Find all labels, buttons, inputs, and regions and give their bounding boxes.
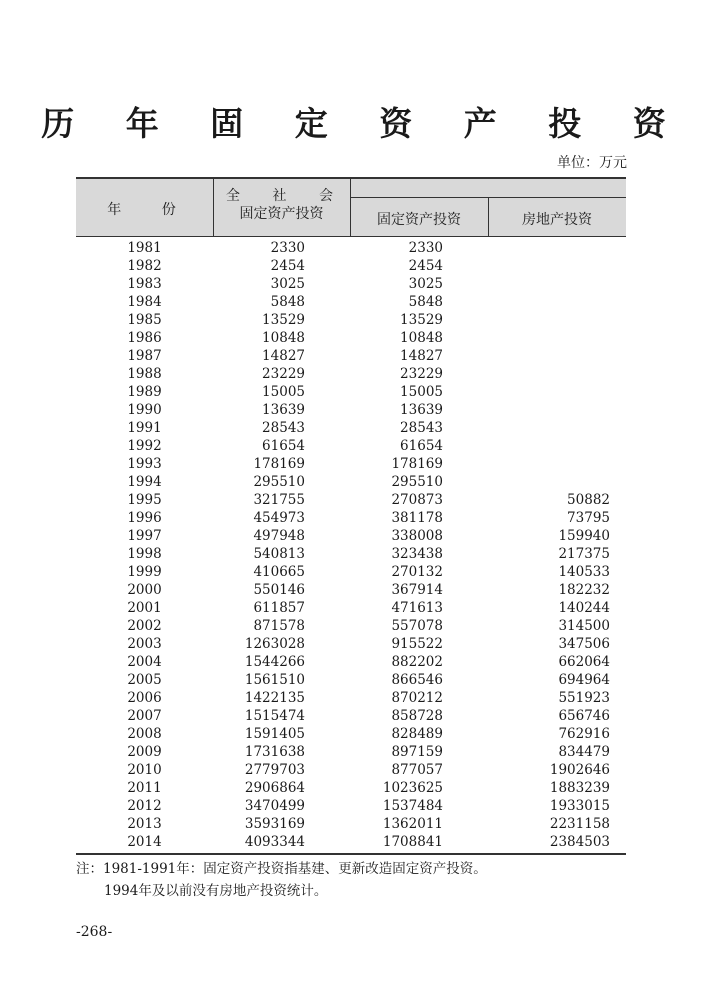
cell-year: 1990 — [127, 402, 162, 418]
cell-realty: 50882 — [567, 492, 610, 508]
table-row — [76, 689, 626, 707]
cell-year: 2001 — [127, 600, 162, 616]
cell-fixed: 338008 — [391, 528, 443, 544]
cell-fixed: 295510 — [391, 474, 443, 490]
cell-year: 1992 — [127, 438, 162, 454]
cell-total: 2454 — [270, 258, 305, 274]
cell-total: 321755 — [253, 492, 305, 508]
table-row — [76, 419, 626, 437]
cell-year: 2010 — [127, 762, 162, 778]
cell-fixed: 14827 — [400, 348, 443, 364]
cell-year: 2005 — [127, 672, 162, 688]
table-row — [76, 743, 626, 761]
cell-realty: 159940 — [558, 528, 610, 544]
cell-fixed: 870212 — [391, 690, 443, 706]
cell-fixed: 471613 — [391, 600, 443, 616]
table-row — [76, 311, 626, 329]
table-row — [76, 365, 626, 383]
cell-year: 1989 — [127, 384, 162, 400]
cell-total: 13639 — [262, 402, 305, 418]
table-row — [76, 653, 626, 671]
cell-year: 1981 — [127, 240, 162, 256]
cell-fixed: 270132 — [391, 564, 443, 580]
cell-total: 1731638 — [244, 744, 305, 760]
table-row — [76, 707, 626, 725]
header-realty: 房地产投资 — [522, 212, 592, 228]
table-row — [76, 329, 626, 347]
cell-total: 871578 — [253, 618, 305, 634]
header-total-line2: 固定资产投资 — [239, 206, 324, 222]
cell-realty: 182232 — [558, 582, 610, 598]
table-row — [76, 635, 626, 653]
table-row — [76, 617, 626, 635]
cell-total: 2330 — [270, 240, 305, 256]
header-total — [213, 187, 350, 223]
cell-fixed: 915522 — [391, 636, 443, 652]
cell-fixed: 381178 — [391, 510, 443, 526]
table-row — [76, 671, 626, 689]
cell-realty: 73795 — [567, 510, 610, 526]
page-title: 历 年 固 定 资 产 投 资 — [41, 104, 686, 143]
cell-fixed: 858728 — [391, 708, 443, 724]
cell-fixed: 5848 — [408, 294, 443, 310]
cell-year: 1982 — [127, 258, 162, 274]
cell-year: 2002 — [127, 618, 162, 634]
cell-realty: 1933015 — [549, 798, 610, 814]
cell-year: 2006 — [127, 690, 162, 706]
cell-realty: 762916 — [558, 726, 610, 742]
table-row — [76, 797, 626, 815]
table-row — [76, 527, 626, 545]
cell-year: 2012 — [127, 798, 162, 814]
cell-realty: 656746 — [558, 708, 610, 724]
cell-total: 28543 — [262, 420, 305, 436]
cell-fixed: 10848 — [400, 330, 443, 346]
page-number: -268- — [76, 924, 113, 940]
note-line-1: 注：1981-1991年：固定资产投资指基建、更新改造固定资产投资。 — [76, 861, 487, 877]
cell-total: 61654 — [262, 438, 305, 454]
cell-total: 13529 — [262, 312, 305, 328]
cell-realty: 140244 — [558, 600, 610, 616]
cell-total: 550146 — [253, 582, 305, 598]
cell-year: 1996 — [127, 510, 162, 526]
cell-fixed: 15005 — [400, 384, 443, 400]
table-body — [76, 237, 626, 851]
table-row — [76, 257, 626, 275]
cell-fixed: 61654 — [400, 438, 443, 454]
cell-fixed: 2454 — [408, 258, 443, 274]
cell-year: 1986 — [127, 330, 162, 346]
table-row — [76, 437, 626, 455]
cell-fixed: 877057 — [391, 762, 443, 778]
cell-total: 2779703 — [244, 762, 305, 778]
cell-year: 2011 — [127, 780, 162, 796]
header-year: 年 份 — [107, 202, 194, 218]
table-row — [76, 401, 626, 419]
cell-year: 2013 — [127, 816, 162, 832]
table-row — [76, 491, 626, 509]
cell-fixed: 270873 — [391, 492, 443, 508]
note-line-2: 1994年及以前没有房地产投资统计。 — [104, 883, 328, 899]
cell-year: 1995 — [127, 492, 162, 508]
cell-year: 1987 — [127, 348, 162, 364]
cell-total: 3593169 — [244, 816, 305, 832]
cell-year: 1991 — [127, 420, 162, 436]
cell-total: 1422135 — [244, 690, 305, 706]
table-row — [76, 473, 626, 491]
cell-fixed: 28543 — [400, 420, 443, 436]
table-row — [76, 815, 626, 833]
cell-total: 3470499 — [244, 798, 305, 814]
cell-realty: 2231158 — [549, 816, 610, 832]
cell-total: 295510 — [253, 474, 305, 490]
investment-table — [76, 177, 626, 855]
cell-year: 1983 — [127, 276, 162, 292]
cell-fixed: 1362011 — [382, 816, 443, 832]
header-fixed: 固定资产投资 — [377, 212, 461, 228]
cell-realty: 2384503 — [549, 834, 610, 850]
cell-total: 1263028 — [244, 636, 305, 652]
cell-fixed: 323438 — [391, 546, 443, 562]
cell-realty: 347506 — [558, 636, 610, 652]
cell-fixed: 3025 — [408, 276, 443, 292]
cell-fixed: 882202 — [391, 654, 443, 670]
table-row — [76, 563, 626, 581]
cell-total: 1561510 — [244, 672, 305, 688]
cell-fixed: 866546 — [391, 672, 443, 688]
cell-total: 1515474 — [244, 708, 305, 724]
table-row — [76, 725, 626, 743]
cell-realty: 1883239 — [549, 780, 610, 796]
cell-fixed: 178169 — [391, 456, 443, 472]
table-row — [76, 293, 626, 311]
cell-fixed: 13639 — [400, 402, 443, 418]
cell-year: 1984 — [127, 294, 162, 310]
table-row — [76, 581, 626, 599]
cell-fixed: 1023625 — [382, 780, 443, 796]
cell-year: 2004 — [127, 654, 162, 670]
cell-total: 15005 — [262, 384, 305, 400]
table-row — [76, 275, 626, 293]
cell-year: 2014 — [127, 834, 162, 850]
cell-total: 178169 — [253, 456, 305, 472]
cell-year: 2009 — [127, 744, 162, 760]
cell-year: 1988 — [127, 366, 162, 382]
cell-total: 4093344 — [244, 834, 305, 850]
cell-total: 454973 — [253, 510, 305, 526]
cell-total: 410665 — [253, 564, 305, 580]
table-row — [76, 455, 626, 473]
cell-realty: 551923 — [558, 690, 610, 706]
cell-year: 1994 — [127, 474, 162, 490]
table-row — [76, 761, 626, 779]
cell-year: 1999 — [127, 564, 162, 580]
table-row — [76, 509, 626, 527]
cell-total: 3025 — [270, 276, 305, 292]
cell-realty: 694964 — [558, 672, 610, 688]
table-row — [76, 383, 626, 401]
cell-year: 2008 — [127, 726, 162, 742]
cell-total: 5848 — [270, 294, 305, 310]
cell-fixed: 1537484 — [382, 798, 443, 814]
table-row — [76, 599, 626, 617]
cell-fixed: 828489 — [391, 726, 443, 742]
table-notes — [76, 858, 487, 902]
cell-realty: 140533 — [558, 564, 610, 580]
unit-label: 单位：万元 — [557, 155, 627, 171]
header-total-line1: 全 社 会 — [226, 188, 347, 204]
cell-total: 1544266 — [244, 654, 305, 670]
cell-fixed: 13529 — [400, 312, 443, 328]
table-row — [76, 779, 626, 797]
cell-fixed: 367914 — [391, 582, 443, 598]
cell-total: 611857 — [253, 600, 305, 616]
cell-fixed: 23229 — [400, 366, 443, 382]
table-row — [76, 347, 626, 365]
cell-year: 1998 — [127, 546, 162, 562]
cell-total: 23229 — [262, 366, 305, 382]
cell-year: 2007 — [127, 708, 162, 724]
cell-fixed: 897159 — [391, 744, 443, 760]
table-header — [76, 177, 626, 237]
cell-total: 2906864 — [244, 780, 305, 796]
table-row — [76, 545, 626, 563]
cell-total: 497948 — [253, 528, 305, 544]
cell-realty: 217375 — [558, 546, 610, 562]
cell-total: 540813 — [253, 546, 305, 562]
cell-year: 2000 — [127, 582, 162, 598]
cell-realty: 834479 — [558, 744, 610, 760]
cell-fixed: 1708841 — [382, 834, 443, 850]
cell-fixed: 2330 — [408, 240, 443, 256]
cell-realty: 662064 — [558, 654, 610, 670]
cell-year: 1985 — [127, 312, 162, 328]
cell-realty: 1902646 — [549, 762, 610, 778]
cell-total: 10848 — [262, 330, 305, 346]
cell-year: 2003 — [127, 636, 162, 652]
cell-realty: 314500 — [558, 618, 610, 634]
cell-total: 14827 — [262, 348, 305, 364]
table-bottom-rule — [76, 853, 626, 855]
cell-total: 1591405 — [244, 726, 305, 742]
table-row — [76, 833, 626, 851]
cell-year: 1993 — [127, 456, 162, 472]
cell-fixed: 557078 — [391, 618, 443, 634]
cell-year: 1997 — [127, 528, 162, 544]
table-row — [76, 239, 626, 257]
